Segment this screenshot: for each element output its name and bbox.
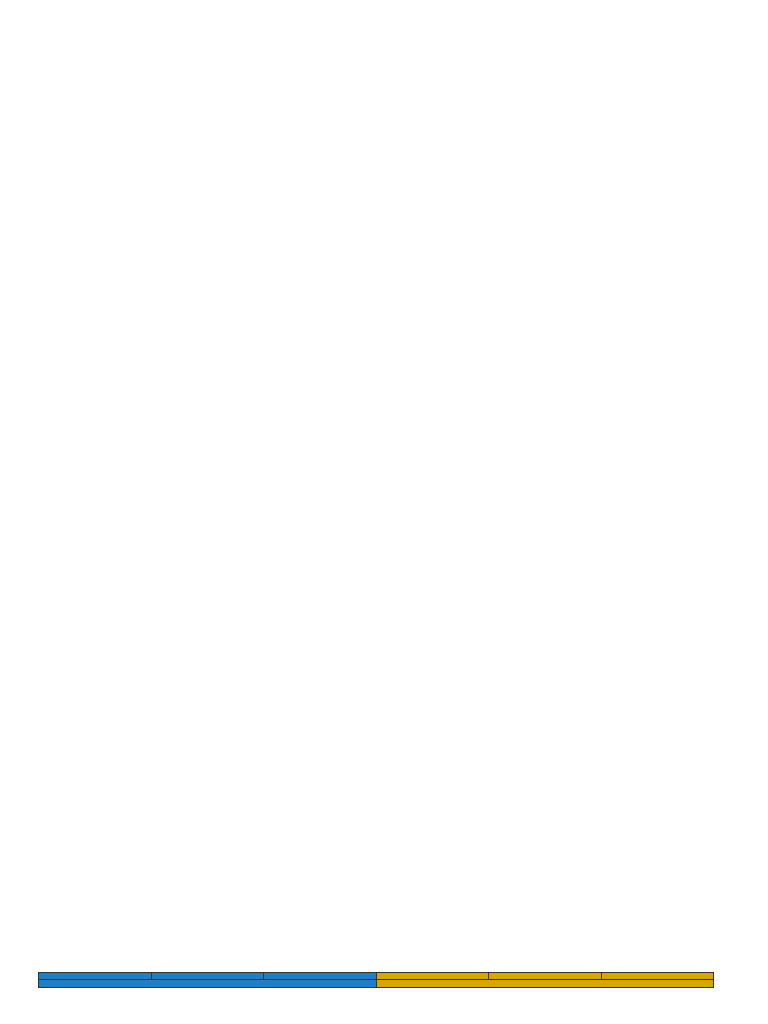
period-summary-strip <box>38 972 714 987</box>
strip-pengeluaran-02 <box>151 973 264 980</box>
strip-period-row <box>39 980 714 987</box>
strip-sisa-03 <box>601 973 714 980</box>
strip-period-right <box>376 980 714 987</box>
strip-pengeluaran-03 <box>489 973 602 980</box>
strip-header-row <box>39 973 714 980</box>
strip-period-left <box>39 980 377 987</box>
strip-penerimaan-02 <box>39 973 152 980</box>
strip-penerimaan-03 <box>376 973 489 980</box>
strip-sisa-02 <box>264 973 377 980</box>
